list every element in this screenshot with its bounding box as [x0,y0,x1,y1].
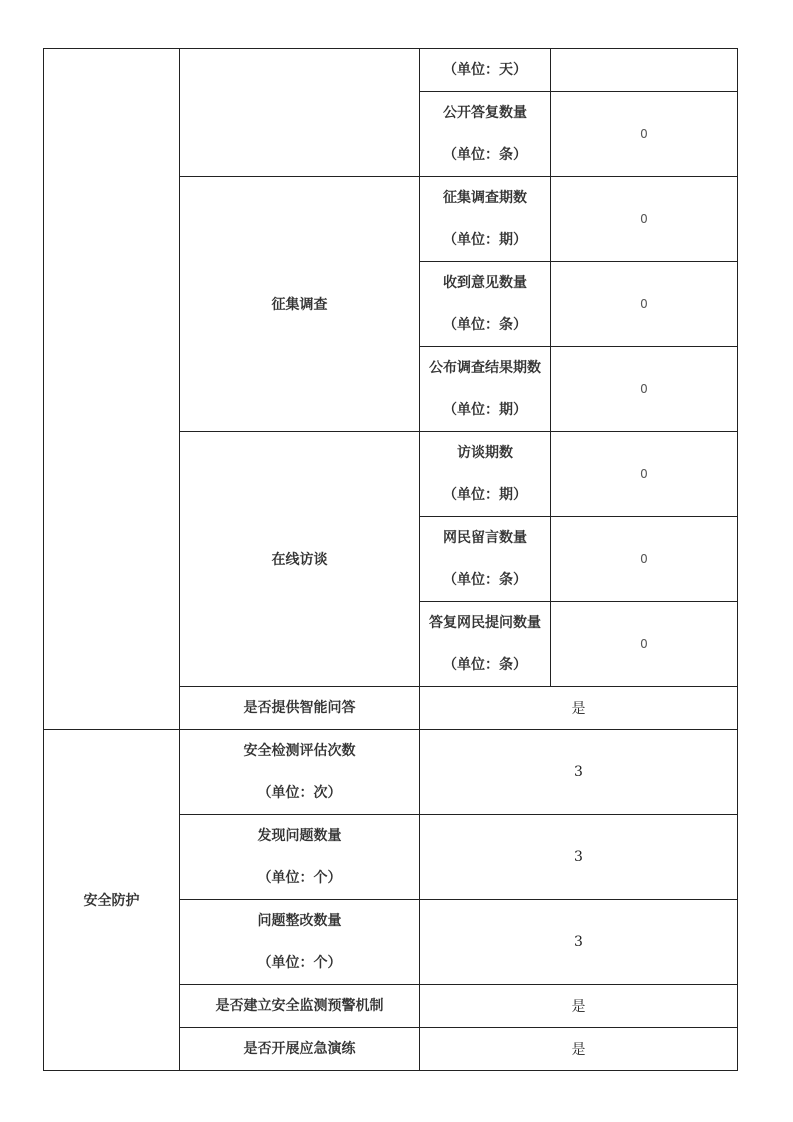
metric-unit: （单位：条） [443,147,527,163]
metric-label: 访谈期数 [457,445,513,461]
metric-label-cell [420,262,551,347]
metric-value: 0 [551,602,738,687]
metric-label: 是否开展应急演练 [243,1041,356,1057]
metric-unit: （单位：天） [443,62,527,78]
metric-label: 收到意见数量 [443,275,527,291]
metric-label: 公开答复数量 [443,105,527,121]
section-cell-blank [44,49,180,730]
metric-label-cell [420,49,551,92]
metric-value: 是 [420,985,738,1028]
metric-label-cell [180,687,420,730]
metric-label-cell [420,432,551,517]
metric-label-cell [420,92,551,177]
metric-value: 0 [551,262,738,347]
metric-label: 安全检测评估次数 [243,743,356,759]
table-row [44,730,738,815]
group-label-interview: 在线访谈 [180,432,420,687]
section-label-security: 安全防护 [44,730,180,1071]
statistics-table [43,48,738,1071]
metric-label-cell [420,602,551,687]
metric-value: 3 [420,730,738,815]
metric-label-cell [180,815,420,900]
metric-label: 网民留言数量 [443,530,527,546]
metric-unit: （单位：次） [257,785,342,801]
table-row [44,49,738,92]
metric-value [551,49,738,92]
metric-value: 3 [420,900,738,985]
group-label-survey: 征集调查 [180,177,420,432]
metric-label-cell [420,177,551,262]
metric-value: 0 [551,177,738,262]
metric-label: 是否建立安全监测预警机制 [215,998,384,1014]
metric-label: 问题整改数量 [257,913,342,929]
metric-label-cell [180,985,420,1028]
metric-unit: （单位：个） [257,870,342,886]
metric-label-cell [180,900,420,985]
metric-value: 是 [420,687,738,730]
metric-label-cell [420,517,551,602]
metric-unit: （单位：条） [443,317,527,333]
metric-label: 征集调查期数 [443,190,527,206]
metric-label: 公布调查结果期数 [429,360,541,376]
metric-label: 发现问题数量 [257,828,342,844]
metric-label-cell [180,1028,420,1071]
metric-unit: （单位：条） [443,572,527,588]
metric-value: 0 [551,92,738,177]
metric-unit: （单位：期） [443,232,527,248]
metric-unit: （单位：期） [443,487,527,503]
group-cell-blank [180,49,420,177]
metric-label-cell [180,730,420,815]
metric-value: 3 [420,815,738,900]
metric-label: 答复网民提问数量 [429,615,541,631]
metric-value: 0 [551,347,738,432]
metric-unit: （单位：期） [443,402,527,418]
metric-unit: （单位：条） [443,657,527,673]
metric-value: 0 [551,517,738,602]
metric-label-cell [420,347,551,432]
metric-label: 是否提供智能问答 [243,700,356,716]
metric-unit: （单位：个） [257,955,342,971]
metric-value: 是 [420,1028,738,1071]
metric-value: 0 [551,432,738,517]
